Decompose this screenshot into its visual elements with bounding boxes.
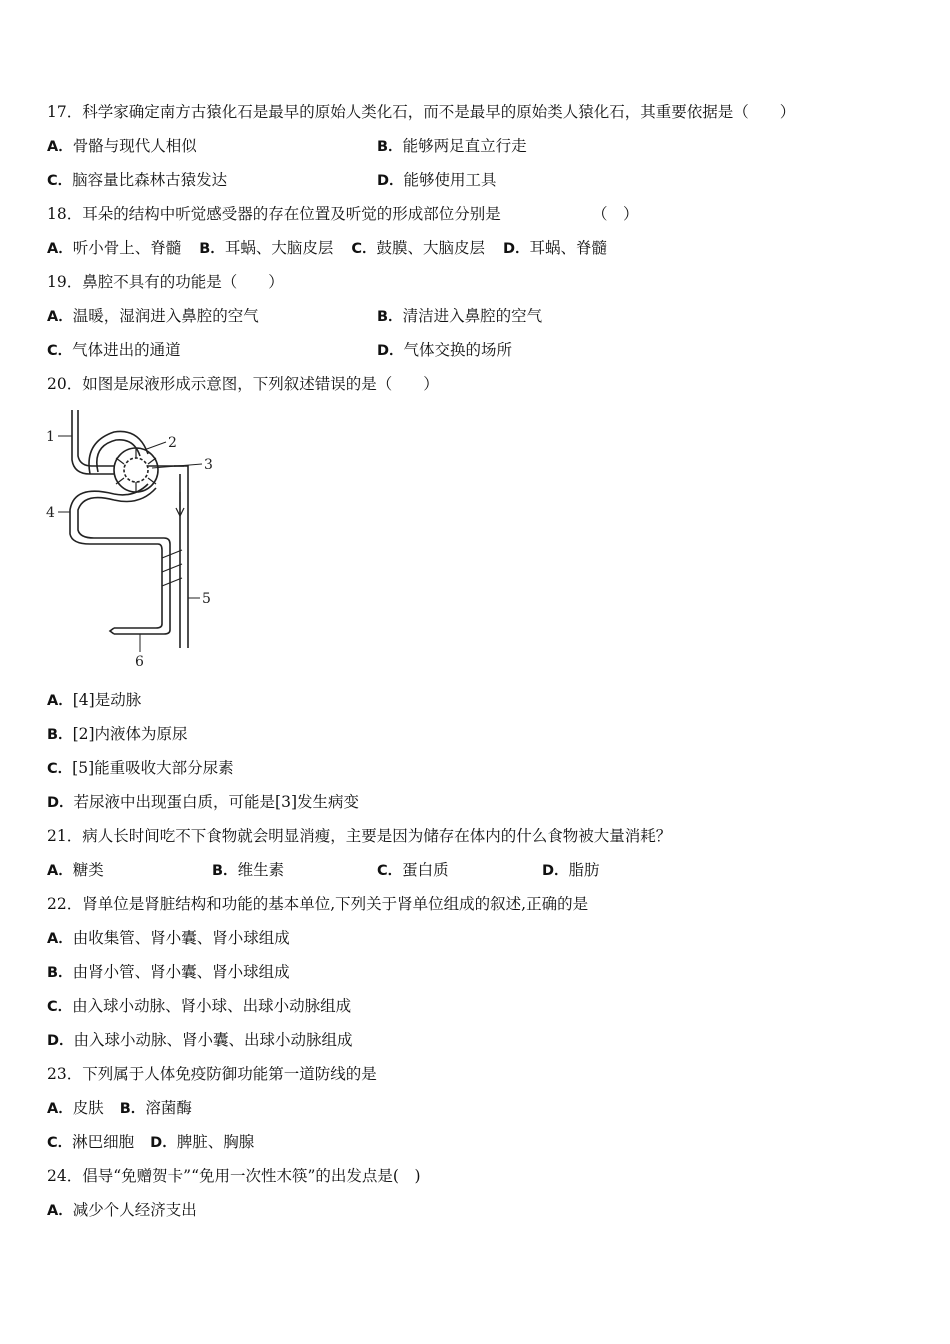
q17-option-b: B．能够两足直立行走 <box>377 137 527 155</box>
leader-2 <box>144 442 166 450</box>
q22-stem: 22．肾单位是肾脏结构和功能的基本单位,下列关于肾单位组成的叙述,正确的是 <box>47 895 589 913</box>
q19-option-d: D．气体交换的场所 <box>377 341 513 359</box>
q21-stem: 21．病人长时间吃不下食物就会明显消瘦，主要是因为储存在体内的什么食物被大量消耗？ <box>47 827 672 845</box>
q19-stem: 19．鼻腔不具有的功能是（ ） <box>47 273 284 291</box>
q18-options: A．听小骨上、脊髓 B．耳蜗、大脑皮层 C．鼓膜、大脑皮层 D．耳蜗、脊髓 <box>47 239 608 257</box>
q22-option-c: C．由入球小动脉、肾小球、出球小动脉组成 <box>47 997 352 1015</box>
flow-arrow <box>176 492 184 516</box>
collecting-duct <box>174 466 188 648</box>
diagram-label-4: 4 <box>46 505 55 521</box>
q20-option-d: D．若尿液中出现蛋白质，可能是[3]发生病变 <box>47 793 360 811</box>
q24-stem: 24．倡导“免赠贺卡”“免用一次性木筷”的出发点是( ) <box>47 1167 421 1185</box>
q20-option-c: C．[5]能重吸收大部分尿素 <box>47 759 234 777</box>
q23-options-cd: C．淋巴细胞 D．脾脏、胸腺 <box>47 1133 255 1151</box>
q17-option-d: D．能够使用工具 <box>377 171 497 189</box>
diagram-label-2: 2 <box>168 435 177 451</box>
urine-formation-diagram <box>44 402 234 672</box>
q20-option-a: A．[4]是动脉 <box>47 691 142 709</box>
q22-option-d: D．由入球小动脉、肾小囊、出球小动脉组成 <box>47 1031 353 1049</box>
q21-option-b: B．维生素 <box>212 861 285 879</box>
q24-option-a: A．减少个人经济支出 <box>47 1201 197 1219</box>
filtration-arrows <box>116 448 156 492</box>
q21-option-a: A．糖类 <box>47 861 104 879</box>
q21-option-d: D．脂肪 <box>542 861 600 879</box>
q19-option-c: C．气体进出的通道 <box>47 341 181 359</box>
glomerulus <box>124 458 148 482</box>
q19-option-a: A．温暖，湿润进入鼻腔的空气 <box>47 307 259 325</box>
q17-stem: 17．科学家确定南方古猿化石是最早的原始人类化石，而不是最早的原始类人猿化石，其重要依据是（ ） <box>47 103 796 121</box>
tubule-connector-inner <box>114 484 148 495</box>
outlet-arrow <box>110 628 114 634</box>
q17-option-a: A．骨骼与现代人相似 <box>47 137 197 155</box>
lower-loop <box>78 498 170 634</box>
q20-stem: 20．如图是尿液形成示意图，下列叙述错误的是（ ） <box>47 375 439 393</box>
q19-option-b: B．清洁进入鼻腔的空气 <box>377 307 543 325</box>
lower-loop-inner <box>70 491 162 628</box>
reabsorption-arrows <box>162 550 182 586</box>
q17-option-c: C．脑容量比森林古猿发达 <box>47 171 228 189</box>
diagram-label-5: 5 <box>202 591 211 607</box>
q18-stem: 18．耳朵的结构中听觉感受器的存在位置及听觉的形成部位分别是 <box>47 205 501 223</box>
q22-option-a: A．由收集管、肾小囊、肾小球组成 <box>47 929 290 947</box>
diagram-label-6: 6 <box>135 654 144 670</box>
q23-options-ab: A．皮肤 B．溶菌酶 <box>47 1099 192 1117</box>
q18-paren: （ ） <box>592 205 639 223</box>
q22-option-b: B．由肾小管、肾小囊、肾小球组成 <box>47 963 290 981</box>
q21-option-c: C．蛋白质 <box>377 861 449 879</box>
q20-option-b: B．[2]内液体为原尿 <box>47 725 188 743</box>
diagram-label-1: 1 <box>46 429 55 445</box>
afferent-vessel-inner <box>78 410 114 466</box>
q23-stem: 23．下列属于人体免疫防御功能第一道防线的是 <box>47 1065 377 1083</box>
diagram-label-3: 3 <box>204 457 213 473</box>
